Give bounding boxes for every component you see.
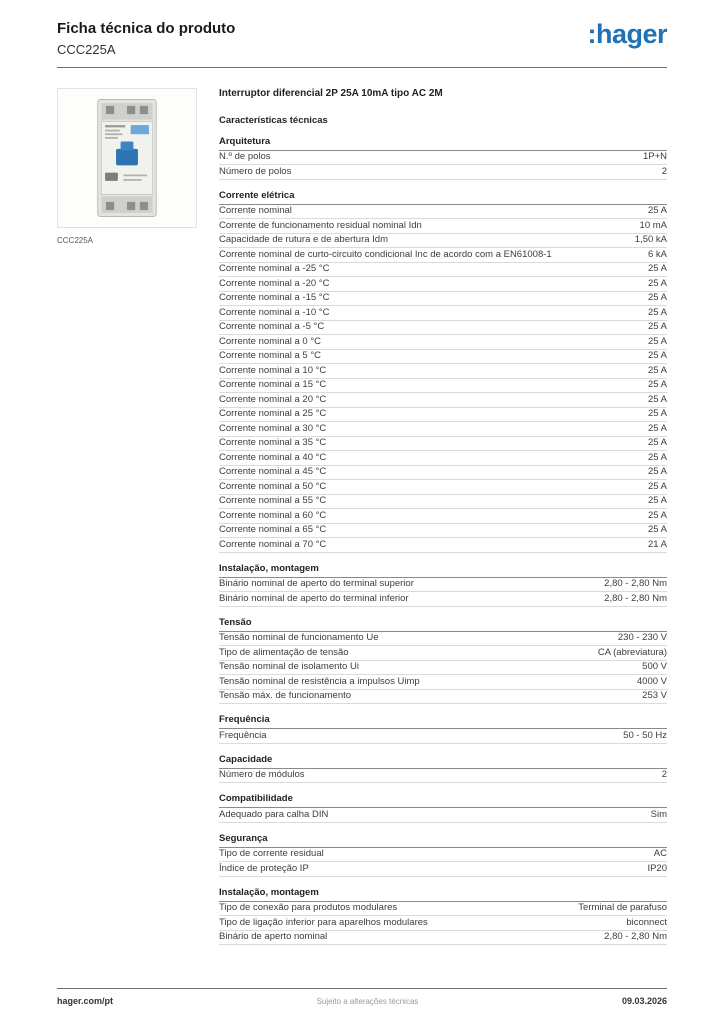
spec-value: Sim (650, 808, 667, 820)
spec-value: 21 A (647, 538, 667, 550)
spec-label: Tipo de corrente residual (219, 848, 324, 860)
page-header (57, 0, 667, 68)
spec-value: 25 A (647, 205, 667, 217)
spec-section (219, 831, 667, 877)
spec-label: Tensão nominal de resistência a impulsos Uimp (219, 675, 420, 687)
product-code: CCC225A (57, 41, 116, 57)
spec-section (219, 712, 667, 744)
spec-value: 25 A (647, 335, 667, 347)
header-titles (57, 20, 235, 57)
section-title: Segurança (219, 831, 667, 848)
spec-label: N.º de polos (219, 151, 271, 163)
spec-label: Corrente nominal a -20 °C (219, 277, 330, 289)
spec-sections (219, 134, 667, 946)
spec-label: Corrente nominal a 55 °C (219, 495, 327, 507)
spec-row (219, 675, 667, 690)
section-title: Frequência (219, 712, 667, 729)
spec-label: Corrente nominal de curto-circuito condicional Inc de acordo com a EN61008-1 (219, 248, 552, 260)
spec-row (219, 931, 667, 946)
spec-label: Binário nominal de aperto do terminal superior (219, 578, 414, 590)
spec-label: Binário nominal de aperto do terminal inferior (219, 592, 409, 604)
spec-label: Tipo de conexão para produtos modulares (219, 902, 398, 914)
spec-row (219, 422, 667, 437)
spec-row (219, 690, 667, 705)
spec-section (219, 561, 667, 607)
spec-value: AC (653, 848, 667, 860)
spec-row (219, 379, 667, 394)
spec-value: 10 mA (639, 219, 667, 231)
spec-row (219, 205, 667, 220)
spec-value: 25 A (647, 350, 667, 362)
spec-value: 1P+N (642, 151, 667, 163)
footer-disclaimer: Sujeito a alterações técnicas (316, 997, 419, 1006)
spec-label: Corrente nominal a -5 °C (219, 321, 325, 333)
rcd-breaker-2-module-icon (63, 94, 191, 222)
spec-value: 25 A (647, 437, 667, 449)
spec-value: Terminal de parafuso (578, 902, 667, 914)
spec-label: Índice de proteção IP (219, 862, 309, 874)
spec-label: Frequência (219, 729, 267, 741)
spec-row (219, 808, 667, 823)
spec-label: Corrente nominal a -10 °C (219, 306, 330, 318)
spec-value: 230 - 230 V (617, 632, 667, 644)
spec-row (219, 408, 667, 423)
spec-row (219, 165, 667, 180)
spec-row (219, 524, 667, 539)
spec-row (219, 306, 667, 321)
spec-row (219, 578, 667, 593)
spec-value: 1,50 kA (634, 234, 667, 246)
spec-row (219, 466, 667, 481)
spec-row (219, 350, 667, 365)
spec-label: Corrente nominal a 15 °C (219, 379, 327, 391)
spec-section (219, 885, 667, 946)
spec-value: 25 A (647, 379, 667, 391)
spec-row (219, 592, 667, 607)
spec-label: Número de módulos (219, 769, 305, 781)
spec-label: Corrente nominal a 50 °C (219, 480, 327, 492)
spec-label: Binário de aperto nominal (219, 931, 328, 943)
section-title: Corrente elétrica (219, 188, 667, 205)
spec-label: Corrente nominal a 35 °C (219, 437, 327, 449)
spec-value: 253 V (642, 690, 667, 702)
spec-value: 50 - 50 Hz (623, 729, 667, 741)
spec-value: 25 A (647, 408, 667, 420)
main-content (57, 88, 667, 946)
spec-row (219, 538, 667, 553)
spec-value: 25 A (647, 263, 667, 275)
spec-label: Corrente nominal a 30 °C (219, 422, 327, 434)
spec-value: 25 A (647, 451, 667, 463)
spec-row (219, 661, 667, 676)
spec-row (219, 848, 667, 863)
spec-row (219, 321, 667, 336)
spec-label: Corrente nominal a 40 °C (219, 451, 327, 463)
product-image-frame (57, 88, 197, 228)
spec-value: 25 A (647, 509, 667, 521)
spec-value: 2 (661, 165, 667, 177)
spec-label: Corrente nominal a 0 °C (219, 335, 322, 347)
spec-row (219, 902, 667, 917)
characteristics-heading: Características técnicas (219, 114, 328, 126)
section-title: Tensão (219, 615, 667, 632)
spec-row (219, 277, 667, 292)
spec-value: 2 (661, 769, 667, 781)
spec-row (219, 151, 667, 166)
spec-section (219, 791, 667, 823)
spec-label: Capacidade de rutura e de abertura Idm (219, 234, 388, 246)
section-title: Compatibilidade (219, 791, 667, 808)
spec-row (219, 862, 667, 877)
spec-label: Tipo de alimentação de tensão (219, 646, 349, 658)
spec-label: Corrente nominal a 60 °C (219, 509, 327, 521)
spec-value: CA (abreviatura) (597, 646, 667, 658)
hager-logo: :hager (587, 19, 667, 49)
spec-row (219, 248, 667, 263)
spec-row (219, 437, 667, 452)
page-footer (57, 988, 667, 1006)
spec-row (219, 509, 667, 524)
spec-value: 25 A (647, 321, 667, 333)
spec-label: Corrente nominal a -25 °C (219, 263, 330, 275)
spec-value: 25 A (647, 306, 667, 318)
spec-label: Corrente nominal (219, 205, 292, 217)
spec-value: 25 A (647, 466, 667, 478)
spec-label: Corrente nominal a -15 °C (219, 292, 330, 304)
spec-value: IP20 (647, 862, 667, 874)
spec-value: 25 A (647, 277, 667, 289)
spec-value: 2,80 - 2,80 Nm (604, 578, 667, 590)
section-title: Instalação, montagem (219, 885, 667, 902)
section-title: Instalação, montagem (219, 561, 667, 578)
spec-value: 500 V (642, 661, 667, 673)
spec-section (219, 188, 667, 553)
spec-label: Corrente nominal a 5 °C (219, 350, 322, 362)
spec-value: 25 A (647, 524, 667, 536)
page-title: Ficha técnica do produto (57, 20, 236, 37)
spec-label: Tensão máx. de funcionamento (219, 690, 352, 702)
product-image-caption: CCC225A (57, 235, 94, 245)
spec-value: 25 A (647, 364, 667, 376)
spec-row (219, 234, 667, 249)
spec-label: Corrente nominal a 65 °C (219, 524, 327, 536)
spec-section (219, 134, 667, 180)
spec-label: Número de polos (219, 165, 292, 177)
spec-row (219, 769, 667, 784)
spec-row (219, 219, 667, 234)
spec-value: 2,80 - 2,80 Nm (604, 592, 667, 604)
footer-date: 09.03.2026 (621, 996, 667, 1006)
spec-value: 6 kA (647, 248, 667, 260)
product-image-column (57, 88, 219, 946)
spec-section (219, 752, 667, 784)
spec-label: Corrente de funcionamento residual nominal Idn (219, 219, 422, 231)
spec-row (219, 632, 667, 647)
spec-row (219, 480, 667, 495)
spec-row (219, 335, 667, 350)
spec-label: Corrente nominal a 10 °C (219, 364, 327, 376)
spec-row (219, 364, 667, 379)
spec-column (219, 88, 667, 946)
spec-section (219, 615, 667, 705)
spec-value: 25 A (647, 393, 667, 405)
spec-label: Tipo de ligação inferior para aparelhos modulares (219, 916, 428, 928)
spec-value: biconnect (626, 916, 667, 928)
spec-value: 25 A (647, 480, 667, 492)
spec-row (219, 646, 667, 661)
spec-row (219, 729, 667, 744)
spec-row (219, 292, 667, 307)
spec-label: Corrente nominal a 25 °C (219, 408, 327, 420)
spec-label: Corrente nominal a 20 °C (219, 393, 327, 405)
product-name: Interruptor diferencial 2P 25A 10mA tipo AC 2M (219, 87, 443, 99)
spec-value: 4000 V (636, 675, 667, 687)
spec-value: 25 A (647, 292, 667, 304)
section-title: Capacidade (219, 752, 667, 769)
spec-value: 2,80 - 2,80 Nm (604, 931, 667, 943)
section-title: Arquitetura (219, 134, 667, 151)
spec-row (219, 451, 667, 466)
spec-value: 25 A (647, 422, 667, 434)
spec-label: Adequado para calha DIN (219, 808, 329, 820)
spec-label: Tensão nominal de isolamento Ui (219, 661, 359, 673)
spec-row (219, 495, 667, 510)
spec-row (219, 263, 667, 278)
spec-value: 25 A (647, 495, 667, 507)
spec-row (219, 916, 667, 931)
footer-website: hager.com/pt (57, 996, 114, 1006)
spec-label: Corrente nominal a 45 °C (219, 466, 327, 478)
spec-label: Corrente nominal a 70 °C (219, 538, 327, 550)
spec-row (219, 393, 667, 408)
spec-label: Tensão nominal de funcionamento Ue (219, 632, 379, 644)
